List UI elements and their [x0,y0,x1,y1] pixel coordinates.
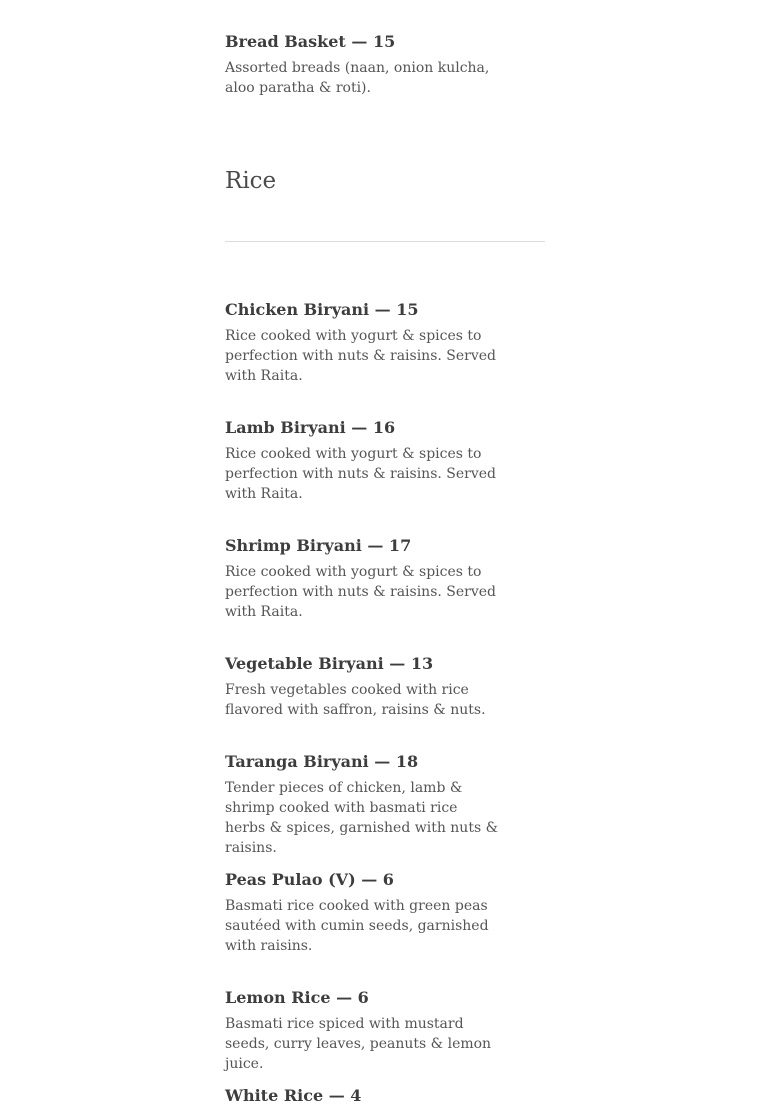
item-title: Vegetable Biryani — 13 [225,654,434,673]
section-title-rice: Rice [225,168,277,194]
menu-item-bread-basket [225,32,545,98]
item-description: Assorted breads (naan, onion kulcha, aloo paratha & roti). [225,60,490,96]
item-description: Fresh vegetables cooked with rice flavored with saffron, raisins & nuts. [225,682,486,718]
item-description: Rice cooked with yogurt & spices to perfection with nuts & raisins. Served with Raita. [225,564,497,620]
menu-item [225,536,545,622]
menu-item [225,300,545,386]
item-title: White Rice — 4 [225,1086,362,1105]
menu-item [225,988,545,1074]
item-title: Chicken Biryani — 15 [225,300,419,319]
item-description: Rice cooked with yogurt & spices to perfection with nuts & raisins. Served with Raita. [225,446,497,502]
item-title: Shrimp Biryani — 17 [225,536,412,555]
menu-item [225,654,545,720]
item-title: Lemon Rice — 6 [225,988,369,1007]
item-description: Tender pieces of chicken, lamb & shrimp cooked with basmati rice herbs & spices, garnished with nuts & raisins. [225,780,499,856]
item-description: Rice cooked with yogurt & spices to perfection with nuts & raisins. Served with Raita. [225,328,497,384]
menu-item [225,1086,545,1106]
item-title: Lamb Biryani — 16 [225,418,396,437]
item-description: Basmati rice spiced with mustard seeds, curry leaves, peanuts & lemon juice. [225,1016,492,1072]
section-divider [225,241,545,242]
item-description: Basmati rice cooked with green peas sautéed with cumin seeds, garnished with raisins. [225,898,489,954]
menu-item [225,752,545,858]
item-title: Peas Pulao (V) — 6 [225,870,394,889]
menu-item [225,870,545,956]
item-title: Taranga Biryani — 18 [225,752,419,771]
item-title: Bread Basket — 15 [225,32,396,51]
menu-item [225,418,545,504]
